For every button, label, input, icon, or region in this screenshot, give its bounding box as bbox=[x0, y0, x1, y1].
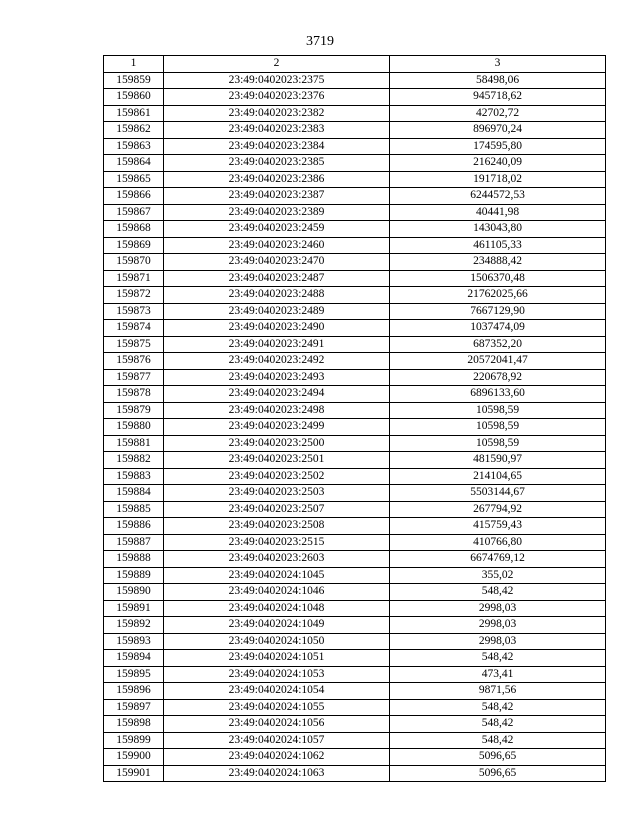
row-number-cell: 159883 bbox=[104, 468, 164, 485]
cadastral-number-cell: 23:49:0402023:2493 bbox=[164, 369, 390, 386]
row-number-cell: 159863 bbox=[104, 138, 164, 155]
table-row bbox=[104, 765, 606, 782]
cadastral-number-cell: 23:49:0402023:2603 bbox=[164, 551, 390, 568]
value-cell: 355,02 bbox=[390, 567, 606, 584]
table-row bbox=[104, 155, 606, 172]
table-row bbox=[104, 699, 606, 716]
cadastral-number-cell: 23:49:0402024:1055 bbox=[164, 699, 390, 716]
row-number-cell: 159884 bbox=[104, 485, 164, 502]
row-number-cell: 159896 bbox=[104, 683, 164, 700]
row-number-cell: 159875 bbox=[104, 336, 164, 353]
row-number-cell: 159880 bbox=[104, 419, 164, 436]
row-number-cell: 159872 bbox=[104, 287, 164, 304]
table-row bbox=[104, 683, 606, 700]
table-row bbox=[104, 468, 606, 485]
cadastral-number-cell: 23:49:0402024:1048 bbox=[164, 600, 390, 617]
cadastral-number-cell: 23:49:0402023:2384 bbox=[164, 138, 390, 155]
value-cell: 174595,80 bbox=[390, 138, 606, 155]
row-number-cell: 159894 bbox=[104, 650, 164, 667]
row-number-cell: 159898 bbox=[104, 716, 164, 733]
table-row bbox=[104, 320, 606, 337]
table-row bbox=[104, 72, 606, 89]
value-cell: 234888,42 bbox=[390, 254, 606, 271]
cadastral-number-cell: 23:49:0402023:2501 bbox=[164, 452, 390, 469]
row-number-cell: 159869 bbox=[104, 237, 164, 254]
value-cell: 191718,02 bbox=[390, 171, 606, 188]
row-number-cell: 159860 bbox=[104, 89, 164, 106]
row-number-cell: 159893 bbox=[104, 633, 164, 650]
value-cell: 1037474,09 bbox=[390, 320, 606, 337]
table-row bbox=[104, 254, 606, 271]
cadastral-number-cell: 23:49:0402023:2490 bbox=[164, 320, 390, 337]
cadastral-number-cell: 23:49:0402024:1054 bbox=[164, 683, 390, 700]
value-cell: 548,42 bbox=[390, 584, 606, 601]
value-cell: 945718,62 bbox=[390, 89, 606, 106]
table-row bbox=[104, 353, 606, 370]
row-number-cell: 159892 bbox=[104, 617, 164, 634]
table-row bbox=[104, 485, 606, 502]
cadastral-number-cell: 23:49:0402023:2502 bbox=[164, 468, 390, 485]
value-cell: 5096,65 bbox=[390, 749, 606, 766]
table-row bbox=[104, 419, 606, 436]
cadastral-number-cell: 23:49:0402023:2382 bbox=[164, 105, 390, 122]
table-row bbox=[104, 287, 606, 304]
value-cell: 267794,92 bbox=[390, 501, 606, 518]
value-cell: 10598,59 bbox=[390, 435, 606, 452]
value-cell: 21762025,66 bbox=[390, 287, 606, 304]
value-cell: 220678,92 bbox=[390, 369, 606, 386]
table-row bbox=[104, 303, 606, 320]
cadastral-number-cell: 23:49:0402023:2389 bbox=[164, 204, 390, 221]
row-number-cell: 159901 bbox=[104, 765, 164, 782]
value-cell: 216240,09 bbox=[390, 155, 606, 172]
value-cell: 548,42 bbox=[390, 699, 606, 716]
cadastral-number-cell: 23:49:0402023:2460 bbox=[164, 237, 390, 254]
row-number-cell: 159861 bbox=[104, 105, 164, 122]
cadastral-number-cell: 23:49:0402023:2376 bbox=[164, 89, 390, 106]
row-number-cell: 159899 bbox=[104, 732, 164, 749]
value-cell: 214104,65 bbox=[390, 468, 606, 485]
row-number-cell: 159878 bbox=[104, 386, 164, 403]
row-number-cell: 159888 bbox=[104, 551, 164, 568]
table-row bbox=[104, 336, 606, 353]
value-cell: 410766,80 bbox=[390, 534, 606, 551]
value-cell: 42702,72 bbox=[390, 105, 606, 122]
value-cell: 6674769,12 bbox=[390, 551, 606, 568]
cadastral-number-cell: 23:49:0402024:1062 bbox=[164, 749, 390, 766]
row-number-cell: 159877 bbox=[104, 369, 164, 386]
value-cell: 548,42 bbox=[390, 650, 606, 667]
table-row bbox=[104, 204, 606, 221]
cadastral-number-cell: 23:49:0402024:1051 bbox=[164, 650, 390, 667]
table-row bbox=[104, 122, 606, 139]
table-row bbox=[104, 402, 606, 419]
row-number-cell: 159859 bbox=[104, 72, 164, 89]
cadastral-number-cell: 23:49:0402024:1063 bbox=[164, 765, 390, 782]
value-cell: 143043,80 bbox=[390, 221, 606, 238]
row-number-cell: 159866 bbox=[104, 188, 164, 205]
row-number-cell: 159867 bbox=[104, 204, 164, 221]
value-cell: 473,41 bbox=[390, 666, 606, 683]
row-number-cell: 159865 bbox=[104, 171, 164, 188]
value-cell: 10598,59 bbox=[390, 402, 606, 419]
cadastral-number-cell: 23:49:0402023:2385 bbox=[164, 155, 390, 172]
value-cell: 5503144,67 bbox=[390, 485, 606, 502]
row-number-cell: 159895 bbox=[104, 666, 164, 683]
value-cell: 687352,20 bbox=[390, 336, 606, 353]
value-cell: 896970,24 bbox=[390, 122, 606, 139]
cadastral-number-cell: 23:49:0402023:2387 bbox=[164, 188, 390, 205]
cadastral-number-cell: 23:49:0402023:2488 bbox=[164, 287, 390, 304]
cadastral-number-cell: 23:49:0402023:2386 bbox=[164, 171, 390, 188]
column-header-2: 2 bbox=[164, 56, 390, 73]
table-row bbox=[104, 435, 606, 452]
cadastral-number-cell: 23:49:0402023:2489 bbox=[164, 303, 390, 320]
row-number-cell: 159864 bbox=[104, 155, 164, 172]
value-cell: 548,42 bbox=[390, 716, 606, 733]
value-cell: 2998,03 bbox=[390, 600, 606, 617]
value-cell: 7667129,90 bbox=[390, 303, 606, 320]
cadastral-number-cell: 23:49:0402023:2499 bbox=[164, 419, 390, 436]
table-row bbox=[104, 584, 606, 601]
table-row bbox=[104, 600, 606, 617]
row-number-cell: 159868 bbox=[104, 221, 164, 238]
table-row bbox=[104, 567, 606, 584]
value-cell: 415759,43 bbox=[390, 518, 606, 535]
cadastral-number-cell: 23:49:0402023:2503 bbox=[164, 485, 390, 502]
row-number-cell: 159879 bbox=[104, 402, 164, 419]
data-table bbox=[103, 55, 606, 782]
row-number-cell: 159886 bbox=[104, 518, 164, 535]
row-number-cell: 159890 bbox=[104, 584, 164, 601]
table-row bbox=[104, 716, 606, 733]
cadastral-number-cell: 23:49:0402023:2383 bbox=[164, 122, 390, 139]
table-row bbox=[104, 369, 606, 386]
table-row bbox=[104, 650, 606, 667]
row-number-cell: 159889 bbox=[104, 567, 164, 584]
table-row bbox=[104, 666, 606, 683]
table-row bbox=[104, 221, 606, 238]
cadastral-number-cell: 23:49:0402023:2515 bbox=[164, 534, 390, 551]
row-number-cell: 159885 bbox=[104, 501, 164, 518]
table-row bbox=[104, 633, 606, 650]
table-row bbox=[104, 188, 606, 205]
table-row bbox=[104, 518, 606, 535]
cadastral-number-cell: 23:49:0402024:1046 bbox=[164, 584, 390, 601]
table-row bbox=[104, 732, 606, 749]
table-row bbox=[104, 452, 606, 469]
row-number-cell: 159881 bbox=[104, 435, 164, 452]
cadastral-number-cell: 23:49:0402024:1045 bbox=[164, 567, 390, 584]
table-row bbox=[104, 617, 606, 634]
value-cell: 20572041,47 bbox=[390, 353, 606, 370]
table-row bbox=[104, 534, 606, 551]
row-number-cell: 159862 bbox=[104, 122, 164, 139]
table-row bbox=[104, 89, 606, 106]
value-cell: 9871,56 bbox=[390, 683, 606, 700]
table-body bbox=[104, 72, 606, 782]
table-row bbox=[104, 749, 606, 766]
cadastral-number-cell: 23:49:0402024:1057 bbox=[164, 732, 390, 749]
value-cell: 6896133,60 bbox=[390, 386, 606, 403]
cadastral-number-cell: 23:49:0402023:2487 bbox=[164, 270, 390, 287]
value-cell: 58498,06 bbox=[390, 72, 606, 89]
value-cell: 6244572,53 bbox=[390, 188, 606, 205]
row-number-cell: 159876 bbox=[104, 353, 164, 370]
row-number-cell: 159897 bbox=[104, 699, 164, 716]
cadastral-number-cell: 23:49:0402023:2508 bbox=[164, 518, 390, 535]
table-row bbox=[104, 551, 606, 568]
cadastral-number-cell: 23:49:0402023:2494 bbox=[164, 386, 390, 403]
value-cell: 548,42 bbox=[390, 732, 606, 749]
value-cell: 1506370,48 bbox=[390, 270, 606, 287]
cadastral-number-cell: 23:49:0402023:2470 bbox=[164, 254, 390, 271]
cadastral-number-cell: 23:49:0402024:1050 bbox=[164, 633, 390, 650]
value-cell: 5096,65 bbox=[390, 765, 606, 782]
cadastral-number-cell: 23:49:0402024:1056 bbox=[164, 716, 390, 733]
table-row bbox=[104, 138, 606, 155]
row-number-cell: 159871 bbox=[104, 270, 164, 287]
cadastral-number-cell: 23:49:0402023:2491 bbox=[164, 336, 390, 353]
cadastral-number-cell: 23:49:0402023:2500 bbox=[164, 435, 390, 452]
cadastral-number-cell: 23:49:0402023:2375 bbox=[164, 72, 390, 89]
table-header-row bbox=[104, 56, 606, 73]
column-header-3: 3 bbox=[390, 56, 606, 73]
table-row bbox=[104, 270, 606, 287]
value-cell: 40441,98 bbox=[390, 204, 606, 221]
value-cell: 481590,97 bbox=[390, 452, 606, 469]
table-row bbox=[104, 237, 606, 254]
row-number-cell: 159887 bbox=[104, 534, 164, 551]
table-row bbox=[104, 105, 606, 122]
cadastral-number-cell: 23:49:0402023:2498 bbox=[164, 402, 390, 419]
cadastral-number-cell: 23:49:0402023:2459 bbox=[164, 221, 390, 238]
cadastral-number-cell: 23:49:0402024:1053 bbox=[164, 666, 390, 683]
value-cell: 2998,03 bbox=[390, 633, 606, 650]
row-number-cell: 159874 bbox=[104, 320, 164, 337]
cadastral-number-cell: 23:49:0402023:2507 bbox=[164, 501, 390, 518]
value-cell: 2998,03 bbox=[390, 617, 606, 634]
row-number-cell: 159900 bbox=[104, 749, 164, 766]
table-row bbox=[104, 501, 606, 518]
row-number-cell: 159891 bbox=[104, 600, 164, 617]
cadastral-number-cell: 23:49:0402023:2492 bbox=[164, 353, 390, 370]
value-cell: 461105,33 bbox=[390, 237, 606, 254]
page-number: 3719 bbox=[306, 34, 334, 49]
column-header-1: 1 bbox=[104, 56, 164, 73]
row-number-cell: 159870 bbox=[104, 254, 164, 271]
table-row bbox=[104, 386, 606, 403]
row-number-cell: 159882 bbox=[104, 452, 164, 469]
table-row bbox=[104, 171, 606, 188]
cadastral-number-cell: 23:49:0402024:1049 bbox=[164, 617, 390, 634]
value-cell: 10598,59 bbox=[390, 419, 606, 436]
row-number-cell: 159873 bbox=[104, 303, 164, 320]
